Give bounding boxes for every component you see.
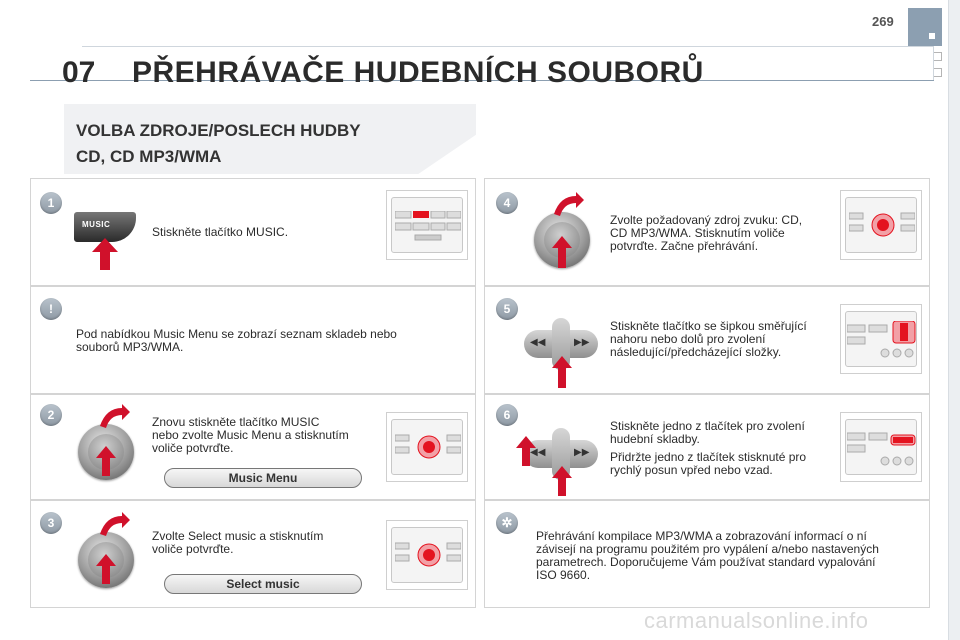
warning-text-line1: Pod nabídkou Music Menu se zobrazí seznam skladeb nebo [76,327,397,341]
radio-panel-thumbnail [840,412,922,482]
watermark-text: carmanualsonline.info [644,608,869,633]
step-4-text-line2: CD MP3/WMA. Stisknutím voliče [610,226,785,240]
press-arrow-icon [96,554,116,584]
tip-sun-icon: ✲ [496,512,518,534]
radio-panel-thumbnail [386,520,468,590]
warning-text [76,328,397,354]
radio-panel-thumbnail [840,304,922,374]
step-number-5: 5 [496,298,518,320]
press-arrow-icon [516,436,536,466]
direction-pad-illustration: ◀◀ ▶▶ [524,440,598,468]
step-6-text [610,420,806,477]
side-square [933,52,942,61]
music-menu-pill: Music Menu [164,468,362,488]
step-number-6: 6 [496,404,518,426]
press-arrow-icon [96,446,116,476]
step-2-text [152,416,349,455]
section-title-line2: CD, CD MP3/WMA [76,147,222,166]
step-6-text-line1: Stiskněte jedno z tlačítek pro zvolení [610,419,805,433]
radio-panel-thumbnail [386,190,468,260]
warning-badge: ! [40,298,62,320]
press-arrow-icon [552,466,572,496]
page-corner-tab [908,8,942,46]
step-3-text [152,530,323,556]
section-title-line1: VOLBA ZDROJE/POSLECH HUDBY [76,121,361,140]
tip-text [536,530,879,582]
music-button-illustration: MUSIC [74,212,136,242]
step-number-2: 2 [40,404,62,426]
step-4-text-line1: Zvolte požadovaný zdroj zvuku: CD, [610,213,803,227]
step-number-3: 3 [40,512,62,534]
step-3-text-line1: Zvolte Select music a stisknutím [152,529,324,543]
step-6-text-line4: rychlý posun vpřed nebo vzad. [610,463,773,477]
direction-pad-illustration: ◀◀ ▶▶ [524,330,598,358]
step-2-text-line1: Znovu stiskněte tlačítko MUSIC [152,415,320,429]
rotate-arrow-icon [100,404,130,428]
chapter-title: PŘEHRÁVAČE HUDEBNÍCH SOUBORŮ [132,56,704,89]
step-5-text [610,320,807,359]
step-5-text-line1: Stiskněte tlačítko se šipkou směřující [610,319,807,333]
press-arrow-icon [92,238,118,270]
chapter-number: 07 [62,56,96,89]
press-arrow-icon [552,236,572,268]
side-square [933,68,942,77]
select-music-pill: Select music [164,574,362,594]
step-3-text-line2: voliče potvrďte. [152,542,234,556]
page-number: 269 [872,14,894,29]
radio-panel-thumbnail [840,190,922,260]
step-5-text-line2: nahoru nebo dolů pro zvolení [610,332,766,346]
step-2-text-line3: voliče potvrďte. [152,441,234,455]
tip-text-line2: závisejí na programu použitém pro vypálení a/nebo nastavených [536,542,879,556]
rotate-arrow-icon [100,512,130,536]
rotate-arrow-icon [554,192,584,216]
step-6-text-line2: hudební skladby. [610,432,700,446]
press-arrow-icon [552,356,572,388]
step-5-text-line3: následující/předcházející složky. [610,345,782,359]
tip-text-line3: parametrech. Doporučujeme Vám používat standard vypalování [536,555,876,569]
step-number-1: 1 [40,192,62,214]
radio-panel-thumbnail [386,412,468,482]
step-6-text-line3: Přidržte jedno z tlačítek stisknuté pro [610,450,807,464]
side-strip [948,0,960,640]
step-2-text-line2: nebo zvolte Music Menu a stisknutím [152,428,349,442]
section-title [76,118,361,170]
step-4-text-line3: potvrďte. Začne přehrávání. [610,239,759,253]
tip-text-line1: Přehrávání kompilace MP3/WMA a zobrazování informací o ní [536,529,867,543]
warning-text-line2: souborů MP3/WMA. [76,340,184,354]
step-1-text: Stiskněte tlačítko MUSIC. [152,225,289,239]
step-number-4: 4 [496,192,518,214]
tip-text-line4: ISO 9660. [536,568,591,582]
step-4-text [610,214,802,253]
